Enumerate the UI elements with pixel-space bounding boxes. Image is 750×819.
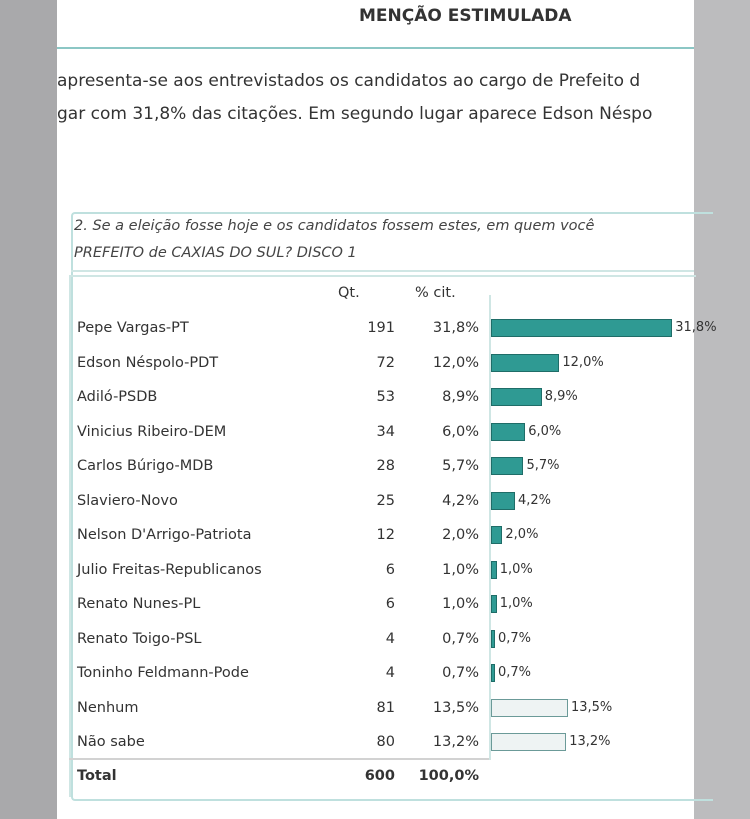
bar-value-label: 5,7% [526, 458, 560, 473]
candidate-qt: 25 [376, 492, 395, 509]
total-row [57, 761, 694, 791]
column-header-pct: % cit. [415, 285, 456, 301]
candidate-name: Não sabe [77, 734, 145, 750]
heading-divider [57, 47, 694, 49]
table-row [57, 555, 694, 585]
candidate-qt: 6 [385, 596, 395, 612]
result-bar [491, 595, 497, 613]
result-bar [491, 492, 515, 510]
bar-value-label: 13,5% [570, 699, 613, 715]
table-row [57, 451, 694, 481]
candidate-pct: 12,0% [432, 354, 479, 371]
total-divider [69, 758, 489, 760]
table-row [57, 486, 694, 516]
candidate-name: Vinicius Ribeiro-DEM [77, 423, 227, 440]
candidate-name: Toninho Feldmann-Pode [77, 665, 249, 681]
candidate-name: Slaviero-Novo [77, 492, 178, 509]
column-header-qt: Qt. [338, 285, 360, 301]
table-row [57, 313, 717, 343]
bar-value-label: 12,0% [562, 354, 604, 370]
left-background-strip [0, 0, 57, 819]
candidate-qt: 12 [376, 527, 395, 543]
result-bar [491, 664, 495, 682]
candidate-pct: 6,0% [442, 423, 479, 440]
total-pct: 100,0% [418, 768, 479, 784]
candidate-qt: 72 [376, 354, 395, 371]
candidate-qt: 34 [376, 423, 395, 440]
candidate-pct: 5,7% [442, 458, 479, 474]
candidate-pct: 1,0% [442, 596, 479, 612]
question-line-1: 2. Se a eleição fosse hoje e os candidatos fossem estes, em quem você [74, 218, 595, 234]
candidate-pct: 8,9% [442, 389, 479, 405]
result-bar [491, 388, 542, 406]
bar-value-label: 1,0% [499, 561, 533, 577]
table-row [57, 589, 694, 619]
table-row [57, 417, 694, 447]
candidate-pct: 1,0% [442, 561, 479, 578]
paragraph-line-2: gar com 31,8% das citações. Em segundo lugar aparece Edson Néspo [57, 104, 653, 124]
candidate-name: Nelson D'Arrigo-Patriota [77, 527, 252, 543]
bar-value-label: 31,8% [675, 320, 717, 335]
table-row [57, 624, 694, 654]
candidate-pct: 4,2% [442, 492, 479, 509]
result-bar [491, 699, 568, 717]
candidate-pct: 0,7% [442, 630, 479, 647]
table-row [57, 520, 694, 550]
candidate-name: Pepe Vargas-PT [77, 320, 189, 336]
result-bar [491, 561, 497, 579]
bar-value-label: 6,0% [528, 423, 562, 439]
candidate-name: Carlos Búrigo-MDB [77, 458, 214, 474]
bar-value-label: 8,9% [544, 389, 578, 404]
result-bar [491, 457, 523, 475]
candidate-name: Julio Freitas-Republicanos [77, 561, 262, 578]
total-label: Total [77, 768, 117, 784]
candidate-name: Renato Nunes-PL [77, 596, 201, 612]
candidate-qt: 4 [385, 630, 395, 647]
result-bar [491, 630, 495, 648]
question-line-2: PREFEITO de CAXIAS DO SUL? DISCO 1 [74, 245, 357, 261]
table-row [57, 727, 694, 757]
candidate-qt: 191 [367, 320, 395, 336]
table-row [57, 382, 694, 412]
candidate-name: Renato Toigo-PSL [77, 630, 202, 647]
candidate-pct: 2,0% [442, 527, 479, 543]
bar-value-label: 4,2% [517, 492, 551, 508]
result-bar [491, 423, 525, 441]
table-row [57, 658, 694, 688]
result-bar [491, 354, 559, 372]
result-bar [491, 526, 502, 544]
bar-value-label: 13,2% [569, 734, 611, 749]
document-page [57, 0, 717, 819]
candidate-qt: 4 [385, 665, 395, 681]
bar-value-label: 0,7% [497, 665, 532, 680]
result-bar [491, 319, 672, 337]
candidate-pct: 13,2% [432, 734, 479, 750]
question-divider [71, 270, 694, 272]
candidate-pct: 0,7% [442, 665, 479, 681]
candidate-pct: 31,8% [432, 320, 479, 336]
bar-value-label: 0,7% [497, 630, 532, 646]
candidate-qt: 81 [376, 699, 395, 716]
paragraph-line-1: apresenta-se aos entrevistados os candidatos ao cargo de Prefeito d [57, 71, 641, 91]
table-row [57, 348, 694, 378]
result-bar [491, 733, 566, 751]
candidate-qt: 53 [376, 389, 395, 405]
candidate-pct: 13,5% [432, 699, 479, 716]
bar-value-label: 2,0% [505, 527, 539, 542]
candidate-name: Adiló-PSDB [77, 389, 158, 405]
candidate-name: Edson Néspolo-PDT [77, 354, 219, 371]
section-heading: MENÇÃO ESTIMULADA [359, 6, 572, 26]
bar-value-label: 1,0% [499, 596, 533, 611]
total-qt: 600 [364, 768, 395, 784]
candidate-qt: 28 [376, 458, 395, 474]
table-row [57, 693, 694, 723]
candidate-qt: 6 [385, 561, 395, 578]
candidate-name: Nenhum [77, 699, 139, 716]
candidate-qt: 80 [376, 734, 395, 750]
